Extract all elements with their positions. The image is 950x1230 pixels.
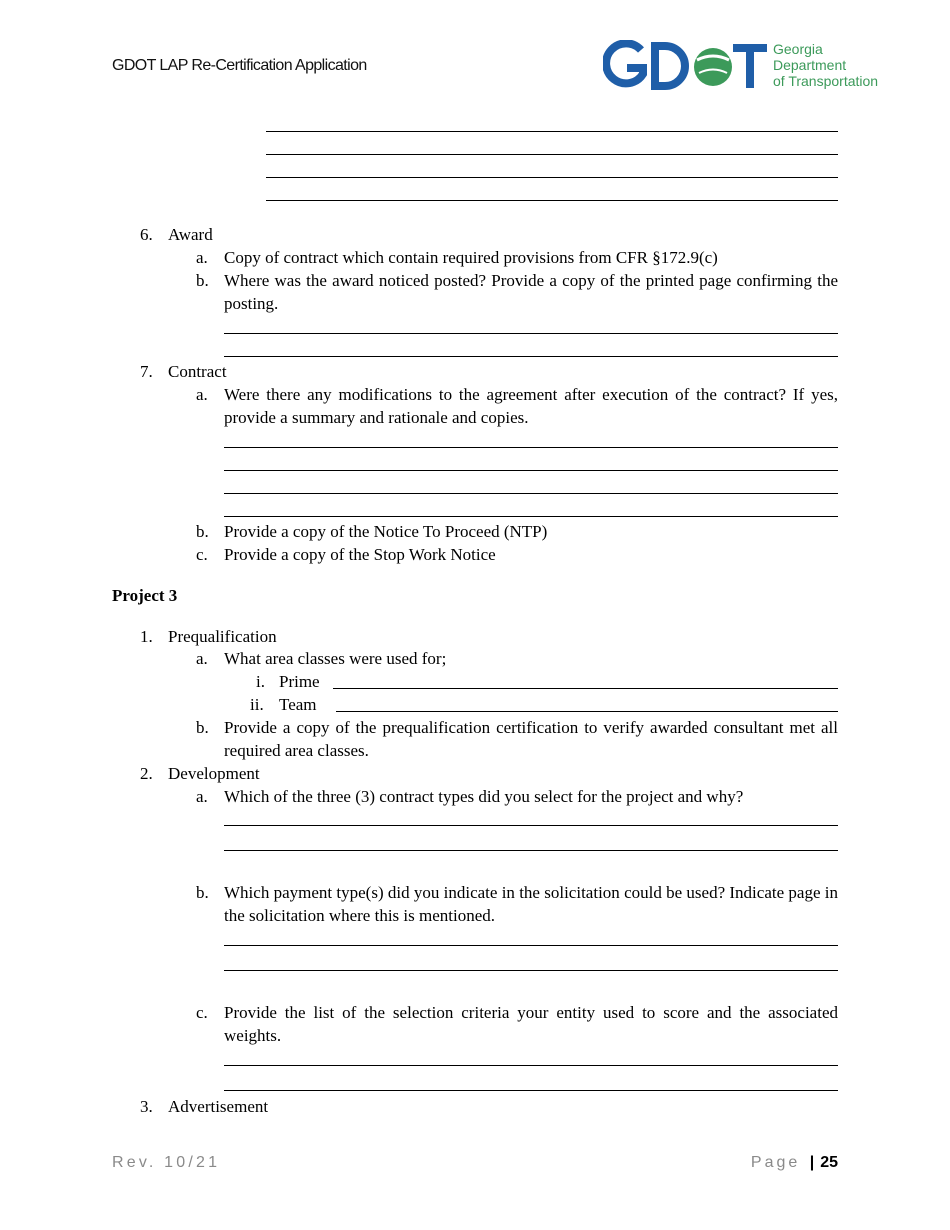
page-indicator <box>751 1154 838 1172</box>
item-letter: c. <box>196 1003 208 1022</box>
item-number: 7. <box>140 362 153 381</box>
item-letter: a. <box>196 385 208 404</box>
contract-item-a: Were there any modifications to the agreement after execution of the contract? If yes, provide a summary and rationale and copies. <box>224 385 838 427</box>
section-title-prequalification: Prequalification <box>168 627 277 646</box>
item-letter: a. <box>196 787 208 806</box>
answer-line[interactable] <box>224 516 838 517</box>
answer-line[interactable] <box>224 850 838 851</box>
logo-line-3: of Transportation <box>773 73 879 89</box>
award-item-a: Copy of contract which contain required provisions from CFR §172.9(c) <box>224 248 718 267</box>
item-number: 2. <box>140 764 153 783</box>
answer-line[interactable] <box>224 970 838 971</box>
item-letter: b. <box>196 522 209 541</box>
item-number: 6. <box>140 225 153 244</box>
item-letter: a. <box>196 248 208 267</box>
page-separator: | <box>809 1154 815 1171</box>
answer-line[interactable] <box>224 333 838 334</box>
page-number: 25 <box>820 1154 838 1171</box>
item-number: 3. <box>140 1097 153 1116</box>
answer-line[interactable] <box>224 1090 838 1091</box>
document-title: GDOT LAP Re-Certification Application <box>112 57 367 74</box>
award-item-b: Where was the award noticed posted? Provide a copy of the printed page confirming the posting. <box>224 271 838 313</box>
prime-answer-line[interactable] <box>333 688 838 689</box>
prequal-item-b: Provide a copy of the prequalification certification to verify awarded consultant met all required area classes. <box>224 718 838 760</box>
development-item-a: Which of the three (3) contract types did you select for the project and why? <box>224 787 744 806</box>
answer-line[interactable] <box>224 356 838 357</box>
subitem-numeral: i. <box>256 672 265 691</box>
section-title-contract: Contract <box>168 362 227 381</box>
answer-line[interactable] <box>224 825 838 826</box>
item-letter: c. <box>196 545 208 564</box>
team-label: Team <box>279 695 317 714</box>
logo-agency-name <box>773 41 878 89</box>
team-answer-line[interactable] <box>336 711 838 712</box>
gdot-logo-mark <box>603 40 769 96</box>
revision-label: Rev. 10/21 <box>112 1154 221 1171</box>
prime-label: Prime <box>279 672 320 691</box>
page-label: Page <box>750 1154 801 1171</box>
contract-item-b: Provide a copy of the Notice To Proceed (NTP) <box>224 522 548 541</box>
section-title-award: Award <box>168 225 213 244</box>
answer-line[interactable] <box>224 470 838 471</box>
answer-line[interactable] <box>266 154 838 155</box>
answer-line[interactable] <box>224 447 838 448</box>
development-item-b: Which payment type(s) did you indicate in the solicitation could be used? Indicate page in the solicitation where this is mentioned. <box>224 883 838 925</box>
section-title-development: Development <box>168 764 260 783</box>
project-heading: Project 3 <box>112 586 178 605</box>
section-title-advertisement: Advertisement <box>168 1097 269 1116</box>
gdot-logo <box>603 40 893 96</box>
answer-line[interactable] <box>266 131 838 132</box>
answer-line[interactable] <box>224 493 838 494</box>
item-number: 1. <box>140 627 153 646</box>
development-item-c: Provide the list of the selection criteria your entity used to score and the associated weights. <box>224 1003 838 1045</box>
contract-item-c: Provide a copy of the Stop Work Notice <box>224 545 496 564</box>
answer-line[interactable] <box>224 945 838 946</box>
answer-line[interactable] <box>266 177 838 178</box>
item-letter: b. <box>196 883 209 902</box>
item-letter: b. <box>196 271 209 290</box>
answer-line[interactable] <box>266 200 838 201</box>
logo-line-2: Department <box>773 57 847 73</box>
answer-line[interactable] <box>224 1065 838 1066</box>
subitem-numeral: ii. <box>250 695 264 714</box>
item-letter: a. <box>196 649 208 668</box>
item-letter: b. <box>196 718 209 737</box>
prequal-item-a: What area classes were used for; <box>224 649 447 668</box>
logo-line-1: Georgia <box>773 41 823 57</box>
